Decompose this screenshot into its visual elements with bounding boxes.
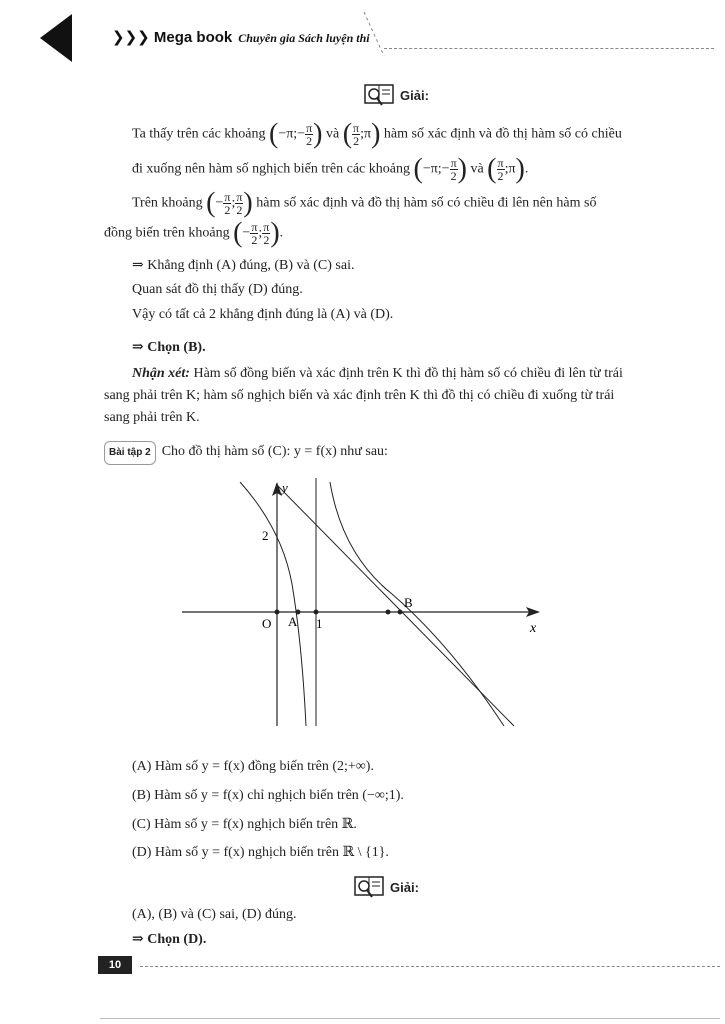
text-segment: hàm số xác định và đồ thị hàm số có chiều đi lên nên hàm số [256, 195, 597, 211]
solution-label: Giải: [400, 87, 429, 103]
math-text: ;π [504, 161, 516, 177]
conclusion-line: ⇒ Khẳng định (A) đúng, (B) và (C) sai. [132, 258, 355, 273]
point-one [314, 610, 319, 615]
solution-label: Giải: [390, 879, 419, 895]
frac-num: π [450, 156, 457, 170]
footer-rule [140, 966, 720, 967]
solution-book-icon [354, 875, 384, 899]
x-label: x [530, 621, 537, 636]
frac-num: π [251, 220, 258, 234]
math-text: ; [231, 195, 236, 211]
remark-line-1 [132, 364, 692, 384]
bottom-edge-line [100, 1018, 720, 1019]
math-text: ; [258, 225, 263, 241]
page-back-triangle-icon [40, 14, 72, 62]
origin-point [275, 610, 280, 615]
header-divider-icon [352, 10, 390, 62]
frac-den: 2 [263, 233, 270, 247]
solution-paragraph-1-cont: đi xuống nên hàm số nghịch biến trên các khoảng (−π;− $\frac{\pi}{2}$ ) và ( $\frac{\pi}{2}$ ;π). [132, 153, 529, 185]
math-text: −π;− [278, 126, 306, 142]
frac-den: 2 [236, 203, 243, 217]
observation-line: Quan sát đồ thị thấy (D) đúng. [132, 282, 303, 297]
remark-label: Nhận xét: [132, 366, 190, 381]
solution-heading-1 [364, 83, 429, 107]
frac-num: π [497, 156, 504, 170]
exercise-question: Cho đồ thị hàm số (C): y = f(x) như sau: [161, 444, 388, 459]
math-text: − [215, 195, 224, 211]
text-segment: Ta thấy trên các khoảng [132, 126, 266, 142]
brand-name: Mega book [153, 29, 233, 46]
math-text: ;π [360, 126, 372, 142]
brand-tagline: Chuyên gia Sách luyện thi [238, 31, 370, 45]
exercise-badge: Bài tập 2 [104, 441, 156, 465]
math-text: − [242, 225, 251, 241]
frac-den: 2 [497, 169, 504, 183]
solution-paragraph-2-cont: đồng biến trên khoảng (− $\frac{\pi}{2}$ ; $\frac{\pi}{2}$ ). [104, 217, 284, 249]
frac-num: π [263, 220, 270, 234]
answer-choice-1: ⇒ Chọn (B). [132, 340, 206, 355]
origin-label: O [262, 616, 272, 631]
frac-den: 2 [251, 233, 258, 247]
solution-paragraph-2: Trên khoảng (− $\frac{\pi}{2}$ ; $\frac{\pi}{2}$ ) hàm số xác định và đồ thị hàm số có chiều đi lên nên hàm số [132, 187, 597, 219]
option-a: (A) Hàm số y = f(x) đồng biến trên (2;+∞). [132, 759, 374, 774]
frac-num: π [306, 121, 313, 135]
frac-den: 2 [306, 134, 313, 148]
solution-2-line: (A), (B) và (C) sai, (D) đúng. [132, 907, 297, 922]
frac-num: π [224, 190, 231, 204]
text-segment: đi xuống nên hàm số nghịch biến trên các khoảng [132, 161, 410, 177]
function-graph [180, 474, 550, 732]
text-segment: và [325, 126, 340, 142]
text-segment: Trên khoảng [132, 195, 203, 211]
exercise-2-prompt [104, 441, 388, 465]
two-label: 2 [262, 528, 269, 543]
solution-heading-2 [354, 875, 419, 899]
y-label: y [282, 480, 288, 495]
option-b: (B) Hàm số y = f(x) chỉ nghịch biến trên (−∞;1). [132, 788, 404, 803]
math-text: −π;− [422, 161, 450, 177]
a-label: A [288, 614, 298, 629]
brand-logo [112, 28, 370, 46]
curve-left-branch [240, 482, 306, 726]
solution-paragraph-1: Ta thấy trên các khoảng (−π;− $\frac{\pi}{2}$ ) và ( $\frac{\pi}{2}$ ;π) hàm số xác định và đồ thị hàm số có chiều [132, 118, 622, 150]
b-label: B [404, 595, 413, 610]
frac-den: 2 [450, 169, 457, 183]
option-d: (D) Hàm số y = f(x) nghịch biến trên ℝ \ {1}. [132, 845, 389, 860]
frac-den: 2 [353, 134, 360, 148]
page-number: 10 [98, 956, 132, 974]
text-segment: đồng biến trên khoảng [104, 225, 230, 241]
remark-line-3: sang phải trên K. [104, 410, 200, 425]
remark-line-2: sang phải trên K; hàm số nghịch biến và xác định trên K thì đồ thị có chiều đi xuống từ trái [104, 388, 615, 403]
answer-choice-2: ⇒ Chọn (D). [132, 932, 207, 947]
text-segment: và [470, 161, 484, 177]
frac-den: 2 [224, 203, 231, 217]
frac-num: π [236, 190, 243, 204]
option-c: (C) Hàm số y = f(x) nghịch biến trên ℝ. [132, 817, 357, 832]
one-label: 1 [316, 616, 323, 631]
point-b [398, 610, 403, 615]
point-intersect [386, 610, 391, 615]
frac-num: π [353, 121, 360, 135]
remark-text: Hàm số đồng biến và xác định trên K thì đồ thị hàm số có chiều đi lên từ trái [189, 366, 623, 381]
solution-book-icon [364, 83, 394, 107]
brand-mark-icon: ❯❯❯ [112, 29, 150, 46]
text-segment: hàm số xác định và đồ thị hàm số có chiều [383, 126, 622, 142]
summary-line: Vậy có tất cả 2 khẳng định đúng là (A) và (D). [132, 307, 394, 322]
header-rule [384, 48, 714, 49]
